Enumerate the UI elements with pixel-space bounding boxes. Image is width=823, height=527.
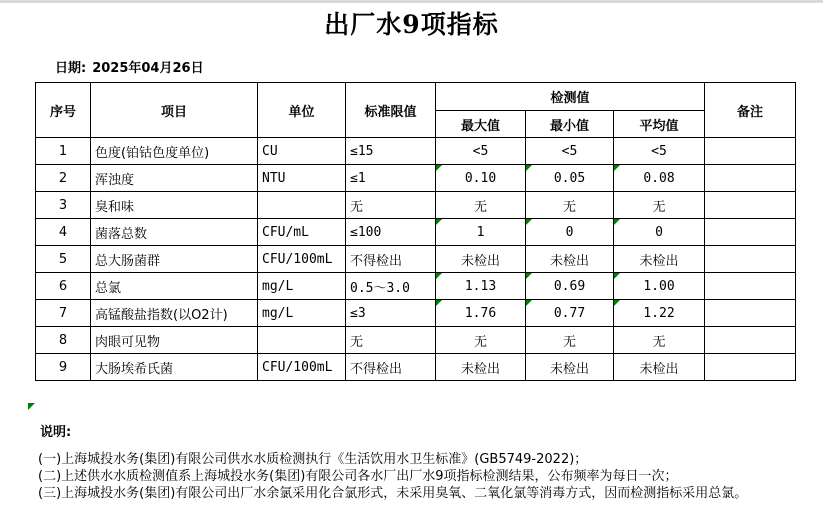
page-title: 出厂水9项指标 bbox=[324, 10, 499, 39]
col-header-remark: 备注 bbox=[705, 83, 796, 138]
cell-avg: 无 bbox=[614, 327, 705, 354]
cell-unit: mg/L bbox=[258, 300, 346, 327]
cell-avg: 未检出 bbox=[614, 354, 705, 381]
cell-unit bbox=[258, 192, 346, 219]
cell-min: 未检出 bbox=[526, 354, 614, 381]
cell-remark bbox=[705, 219, 796, 246]
cell-min: 0.77 bbox=[526, 300, 614, 327]
table-row bbox=[36, 192, 796, 219]
cell-index: 5 bbox=[36, 246, 91, 273]
cell-limit: 0.5～3.0 bbox=[346, 273, 436, 300]
cell-item: 大肠埃希氏菌 bbox=[91, 354, 258, 381]
cell-item: 总大肠菌群 bbox=[91, 246, 258, 273]
cell-item: 菌落总数 bbox=[91, 219, 258, 246]
cell-index: 6 bbox=[36, 273, 91, 300]
col-header-index: 序号 bbox=[36, 83, 91, 138]
cell-avg: 0 bbox=[614, 219, 705, 246]
cell-index: 3 bbox=[36, 192, 91, 219]
table-row bbox=[36, 219, 796, 246]
cell-limit: 无 bbox=[346, 192, 436, 219]
table-row bbox=[36, 165, 796, 192]
table-row bbox=[36, 300, 796, 327]
cell-item: 肉眼可见物 bbox=[91, 327, 258, 354]
cell-limit: ≤3 bbox=[346, 300, 436, 327]
col-header-avg: 平均值 bbox=[614, 111, 705, 138]
cell-max: 未检出 bbox=[436, 354, 526, 381]
cell-unit bbox=[258, 327, 346, 354]
cell-unit: mg/L bbox=[258, 273, 346, 300]
col-header-limit: 标准限值 bbox=[346, 83, 436, 138]
cell-remark bbox=[705, 327, 796, 354]
cell-item: 高锰酸盐指数(以O2计) bbox=[91, 300, 258, 327]
cell-min: 未检出 bbox=[526, 246, 614, 273]
cell-remark bbox=[705, 165, 796, 192]
cell-max: 0.10 bbox=[436, 165, 526, 192]
col-header-item: 项目 bbox=[91, 83, 258, 138]
cell-min: 无 bbox=[526, 192, 614, 219]
cell-remark bbox=[705, 273, 796, 300]
cell-remark bbox=[705, 192, 796, 219]
cell-limit: 不得检出 bbox=[346, 246, 436, 273]
cell-avg: 未检出 bbox=[614, 246, 705, 273]
table-row bbox=[36, 327, 796, 354]
indicators-table bbox=[35, 82, 796, 381]
cell-avg: 0.08 bbox=[614, 165, 705, 192]
cell-item: 浑浊度 bbox=[91, 165, 258, 192]
cell-item: 色度(铂钴色度单位) bbox=[91, 138, 258, 165]
cell-limit: ≤1 bbox=[346, 165, 436, 192]
col-header-detection: 检测值 bbox=[436, 83, 705, 111]
note-line-2: (二)上述供水水质检测值系上海城投水务(集团)有限公司各水厂出厂水9项指标检测结果，公布频率为每日一次； bbox=[38, 469, 678, 484]
cell-limit: 无 bbox=[346, 327, 436, 354]
cell-max: 1.76 bbox=[436, 300, 526, 327]
window-top-edge bbox=[0, 0, 823, 3]
cell-limit: ≤100 bbox=[346, 219, 436, 246]
cell-avg: <5 bbox=[614, 138, 705, 165]
cell-index: 8 bbox=[36, 327, 91, 354]
green-corner-marker bbox=[28, 403, 35, 410]
date-label: 日期: bbox=[55, 61, 87, 76]
cell-min: 无 bbox=[526, 327, 614, 354]
cell-max: 无 bbox=[436, 327, 526, 354]
cell-unit: CFU/mL bbox=[258, 219, 346, 246]
cell-avg: 1.00 bbox=[614, 273, 705, 300]
table-body bbox=[36, 138, 796, 381]
cell-unit: CFU/100mL bbox=[258, 354, 346, 381]
table-row bbox=[36, 138, 796, 165]
note-line-3: (三)上海城投水务(集团)有限公司出厂水余氯采用化合氯形式，未采用臭氧、二氧化氯等消毒方式，因而检测指标采用总氯。 bbox=[38, 486, 748, 501]
cell-min: 0 bbox=[526, 219, 614, 246]
cell-index: 4 bbox=[36, 219, 91, 246]
cell-avg: 1.22 bbox=[614, 300, 705, 327]
cell-index: 1 bbox=[36, 138, 91, 165]
cell-remark bbox=[705, 300, 796, 327]
cell-limit: ≤15 bbox=[346, 138, 436, 165]
table-row bbox=[36, 273, 796, 300]
notes-label: 说明: bbox=[40, 425, 72, 440]
cell-item: 总氯 bbox=[91, 273, 258, 300]
table-row bbox=[36, 354, 796, 381]
cell-unit: CU bbox=[258, 138, 346, 165]
date-value: 2025年04月26日 bbox=[92, 61, 204, 76]
cell-min: 0.69 bbox=[526, 273, 614, 300]
cell-max: 1 bbox=[436, 219, 526, 246]
cell-item: 臭和味 bbox=[91, 192, 258, 219]
cell-max: 无 bbox=[436, 192, 526, 219]
cell-index: 9 bbox=[36, 354, 91, 381]
cell-remark bbox=[705, 138, 796, 165]
cell-max: 未检出 bbox=[436, 246, 526, 273]
cell-remark bbox=[705, 246, 796, 273]
cell-max: 1.13 bbox=[436, 273, 526, 300]
notes-block bbox=[38, 451, 808, 502]
cell-max: <5 bbox=[436, 138, 526, 165]
cell-limit: 不得检出 bbox=[346, 354, 436, 381]
note-line-1: (一)上海城投水务(集团)有限公司供水水质检测执行《生活饮用水卫生标准》(GB5749-2022)； bbox=[38, 452, 588, 467]
table-row bbox=[36, 246, 796, 273]
col-header-max: 最大值 bbox=[436, 111, 526, 138]
cell-index: 2 bbox=[36, 165, 91, 192]
date-line bbox=[55, 57, 204, 76]
cell-index: 7 bbox=[36, 300, 91, 327]
cell-remark bbox=[705, 354, 796, 381]
col-header-unit: 单位 bbox=[258, 83, 346, 138]
cell-min: <5 bbox=[526, 138, 614, 165]
cell-min: 0.05 bbox=[526, 165, 614, 192]
cell-avg: 无 bbox=[614, 192, 705, 219]
cell-unit: CFU/100mL bbox=[258, 246, 346, 273]
col-header-min: 最小值 bbox=[526, 111, 614, 138]
cell-unit: NTU bbox=[258, 165, 346, 192]
